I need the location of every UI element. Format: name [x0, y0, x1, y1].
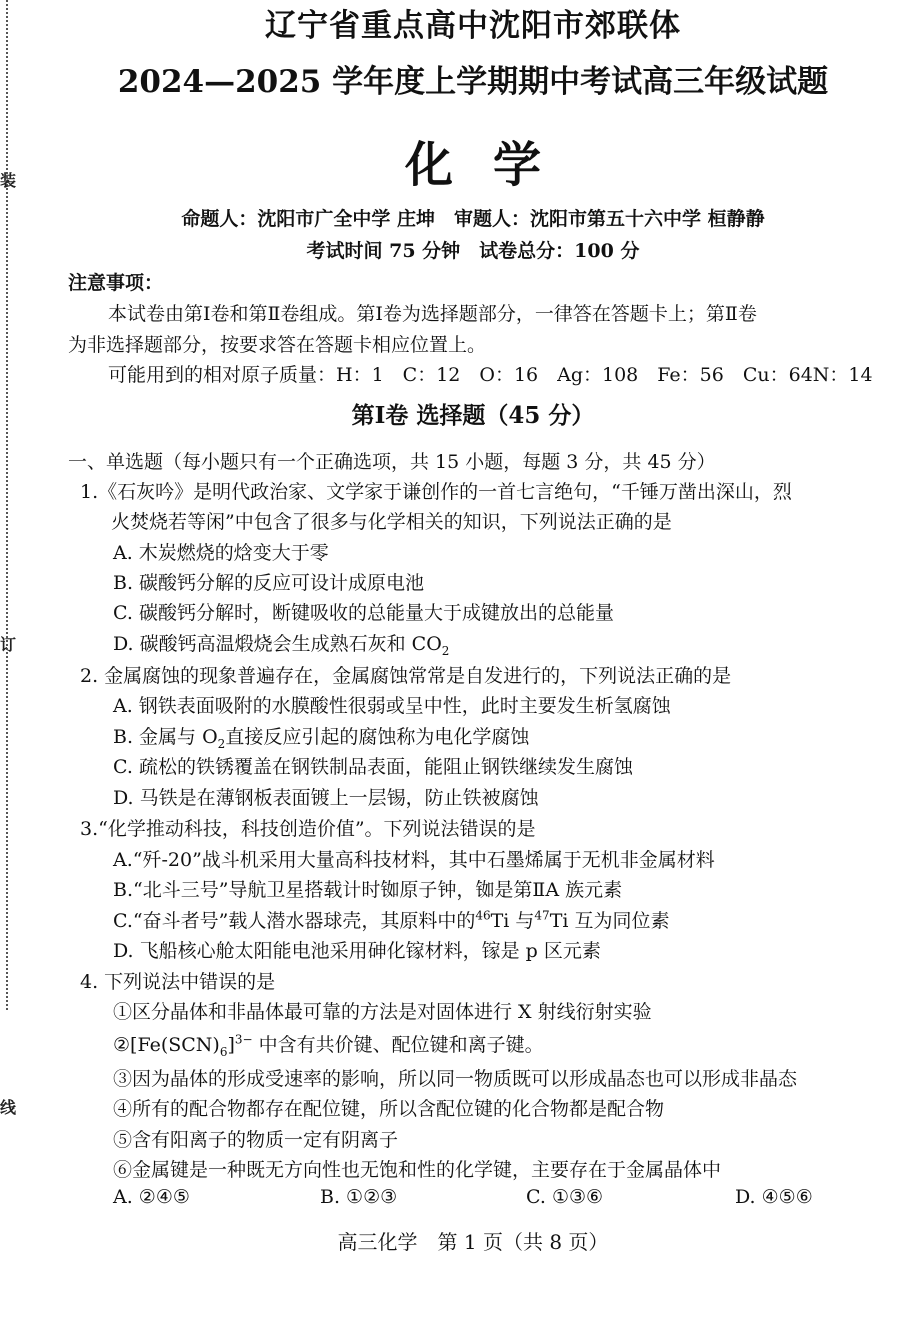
q1-stem-1: 1.《石灰吟》是明代政治家、文学家于谦创作的一首七言绝句，“千锤万凿出深山，烈 [80, 481, 792, 503]
q4-option-a: A. ②④⑤ [113, 1186, 190, 1208]
subject-title: 化学 [404, 137, 581, 193]
q4-stem: 4. 下列说法中错误的是 [80, 971, 276, 993]
q1-option-a: A. 木炭燃烧的焓变大于零 [113, 542, 329, 564]
part1-title: 第Ⅰ卷 选择题（45 分） [351, 402, 595, 429]
q2-option-d: D. 马铁是在薄钢板表面镀上一层锡，防止铁被腐蚀 [113, 787, 539, 809]
q2-stem: 2. 金属腐蚀的现象普遍存在，金属腐蚀常常是自发进行的，下列说法正确的是 [80, 665, 732, 687]
q4-statement-6: ⑥金属键是一种既无方向性也无饱和性的化学键，主要存在于金属晶体中 [113, 1159, 722, 1181]
notice-line-1: 本试卷由第Ⅰ卷和第Ⅱ卷组成。第Ⅰ卷为选择题部分，一律答在答题卡上；第Ⅱ卷 [108, 303, 757, 325]
q3-option-a: A.“歼-20”战斗机采用大量高科技材料，其中石墨烯属于无机非金属材料 [113, 849, 715, 871]
q4-statement-4: ④所有的配合物都存在配位键，所以含配位键的化合物都是配合物 [113, 1098, 665, 1120]
binding-char-2: 订 [0, 635, 17, 654]
q1-stem-2: 火焚烧若等闲”中包含了很多与化学相关的知识，下列说法正确的是 [111, 511, 672, 533]
q4-statement-2: $②[Fe(SCN)_6]^{3-}$ 中含有共价键、配位键和离子键。 [113, 1032, 544, 1059]
q2-option-b: B. 金属与 $O_2$直接反应引起的腐蚀称为电化学腐蚀 [113, 726, 530, 751]
q1-option-b: B. 碳酸钙分解的反应可设计成原电池 [113, 572, 425, 594]
atomic-masses: 可能用到的相对原子质量：H：1 C：12 O：16 Ag：108 Fe：56 Cu：64N：14 [108, 364, 873, 386]
q4-statement-5: ⑤含有阳离子的物质一定有阴离子 [113, 1129, 399, 1151]
q4-statement-1: ①区分晶体和非晶体最可靠的方法是对固体进行 X 射线衍射实验 [113, 1001, 652, 1023]
q2-option-c: C. 疏松的铁锈覆盖在钢铁制品表面，能阻止钢铁继续发生腐蚀 [113, 756, 633, 778]
authors-line: 命题人：沈阳市广全中学 庄坤 审题人：沈阳市第五十六中学 桓静静 [181, 208, 765, 230]
q2-option-a: A. 钢铁表面吸附的水膜酸性很弱或呈中性，此时主要发生析氢腐蚀 [113, 695, 671, 717]
notice-title: 注意事项： [68, 272, 164, 294]
page-footer: 高三化学 第 1 页（共 8 页） [337, 1230, 609, 1254]
school-title: 辽宁省重点高中沈阳市郊联体 [265, 8, 681, 44]
q3-stem: 3.“化学推动科技，科技创造价值”。下列说法错误的是 [80, 818, 536, 840]
section-title: 一、单选题（每小题只有一个正确选项，共 15 小题，每题 3 分，共 45 分） [68, 451, 716, 473]
q3-option-c: C.“奋斗者号”载人潜水器球壳，其原料中的$^{46}$Ti 与$^{47}$Ti 互为同位素 [113, 908, 670, 932]
binding-char-3: 线 [0, 1098, 17, 1117]
binding-line [6, 0, 8, 1010]
q4-option-c: C. ①③⑥ [526, 1186, 604, 1208]
time-score-line: 考试时间 75 分钟 试卷总分：100 分 [306, 240, 640, 262]
exam-title: 2024—2025 学年度上学期期中考试高三年级试题 [117, 64, 829, 100]
q4-statement-3: ③因为晶体的形成受速率的影响，所以同一物质既可以形成晶态也可以形成非晶态 [113, 1068, 798, 1090]
q1-option-d: D. 碳酸钙高温煅烧会生成熟石灰和 $CO_2$ [113, 633, 450, 658]
q4-option-b: B. ①②③ [320, 1186, 398, 1208]
binding-char-1: 装 [0, 171, 17, 190]
q3-option-d: D. 飞船核心舱太阳能电池采用砷化镓材料，镓是 p 区元素 [113, 940, 601, 962]
q4-option-d: D. ④⑤⑥ [735, 1186, 813, 1208]
q3-option-b: B.“北斗三号”导航卫星搭载计时铷原子钟，铷是第ⅡA 族元素 [113, 879, 623, 901]
q1-option-c: C. 碳酸钙分解时，断键吸收的总能量大于成键放出的总能量 [113, 602, 614, 624]
notice-line-2: 为非选择题部分，按要求答在答题卡相应位置上。 [68, 334, 487, 356]
